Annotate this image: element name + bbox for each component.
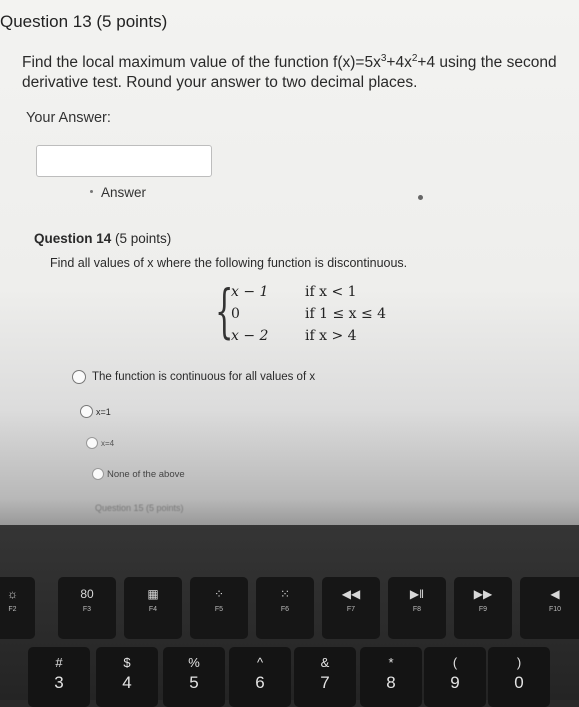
key-f4[interactable]: ▦ F4 xyxy=(124,577,182,639)
question-14-title: Question 14 (5 points) xyxy=(34,231,172,246)
option-label: x=1 xyxy=(96,406,111,417)
piece-condition: if x < 1 xyxy=(305,284,357,300)
key-4[interactable]: $ 4 xyxy=(96,647,158,707)
key-7[interactable]: & 7 xyxy=(294,647,356,707)
radio-button[interactable] xyxy=(80,405,93,418)
key-f8[interactable]: ▶‖ F8 xyxy=(388,577,446,639)
key-f6[interactable]: ⁙ F6 xyxy=(256,577,314,639)
answer-input[interactable] xyxy=(36,145,212,177)
key-8[interactable]: * 8 xyxy=(360,647,422,707)
decorative-dot xyxy=(90,190,93,193)
option-label: x=4 xyxy=(101,438,115,448)
key-3[interactable]: # 3 xyxy=(28,647,90,707)
piece-expr: 0 xyxy=(231,306,240,322)
key-9[interactable]: ( 9 xyxy=(424,647,486,707)
key-f5[interactable]: ⁘ F5 xyxy=(190,577,248,639)
key-f2[interactable]: ☼ F2 xyxy=(0,577,35,639)
option-label: None of the above xyxy=(107,468,185,480)
question-13-title: Question 13 (5 points) xyxy=(0,12,168,31)
question-13-text: Find the local maximum value of the function $f(x)=5x^3+4x^2+4$ using the second derivative test. Round your answer to two decimal places. xyxy=(22,53,557,92)
piece-condition: if 1 ≤ x ≤ 4 xyxy=(305,306,387,322)
key-f7[interactable]: ◀◀ F7 xyxy=(322,577,380,639)
piece-expr: x − 2 xyxy=(231,328,269,344)
key-f9[interactable]: ▶▶ F9 xyxy=(454,577,512,639)
laptop-keyboard xyxy=(0,525,579,700)
question-15-title: Question 15 (5 points) xyxy=(95,503,184,513)
left-brace-icon: { xyxy=(215,277,234,345)
option-x-1[interactable] xyxy=(80,405,111,418)
question-14-text: Find all values of x where the following function is discontinuous. xyxy=(50,256,408,270)
option-none[interactable] xyxy=(92,468,185,480)
piece-expr: x − 1 xyxy=(231,284,269,300)
piece-condition: if x > 4 xyxy=(305,328,357,344)
key-5[interactable]: % 5 xyxy=(163,647,225,707)
key-0[interactable]: ) 0 xyxy=(488,647,550,707)
your-answer-label: Your Answer: xyxy=(26,110,111,126)
radio-button[interactable] xyxy=(92,468,104,480)
option-label: The function is continuous for all values of x xyxy=(92,371,316,383)
radio-button[interactable] xyxy=(72,370,86,384)
key-6[interactable]: ^ 6 xyxy=(229,647,291,707)
option-continuous[interactable] xyxy=(72,370,315,384)
decorative-dot xyxy=(418,195,423,200)
radio-button[interactable] xyxy=(86,437,98,449)
piecewise-function xyxy=(215,277,415,348)
key-f10[interactable]: ◀ F10 xyxy=(520,577,579,639)
option-x-4[interactable] xyxy=(86,437,114,449)
answer-field-label: Answer xyxy=(101,185,147,200)
key-f3[interactable]: 80 F3 xyxy=(58,577,116,639)
